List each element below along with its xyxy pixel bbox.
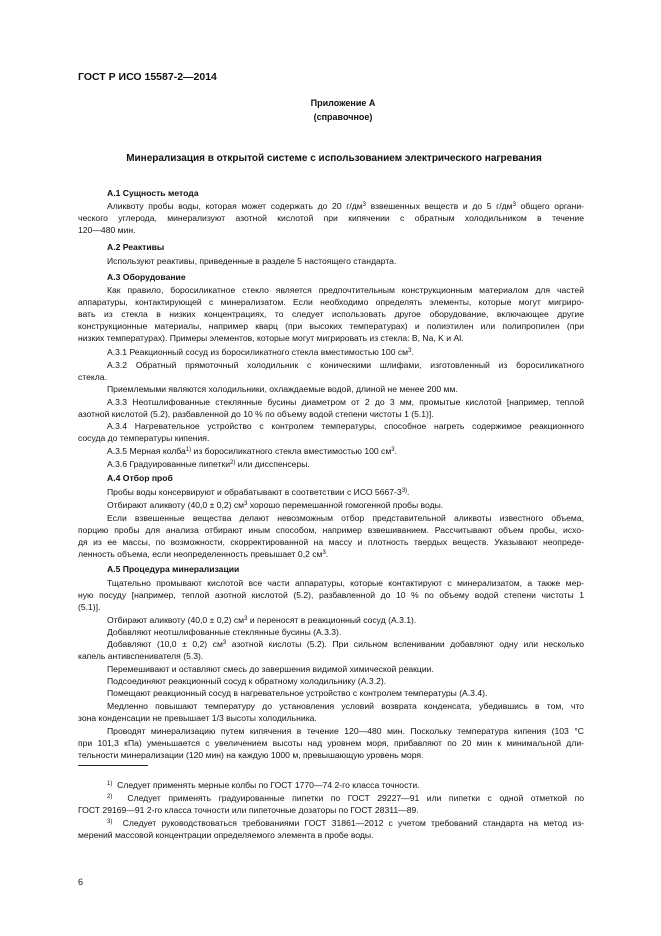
- annex-title: [283, 96, 403, 124]
- a4-para-line: дя из ее массы, по возможности, скорректированной на массу и плотность твердых веществ. Указывают неопреде-: [78, 537, 584, 547]
- a3-para-line: аппаратуры, контактирующей с минерализатом. Если необходимо определять элементы, которые могут мигриро-: [78, 297, 584, 307]
- a3-2-line: А.3.2 Обратный прямоточный холодильник с коническими шлифами, изготовленный из боросиликатного: [107, 360, 584, 370]
- footnote-1: $^{1)}$ Следует применять мерные колбы по ГОСТ 1770—74 2-го класса точности.: [107, 780, 420, 790]
- a4-line-6: ленность объема, если неопределенность превышает 0,2 $см^3$.: [78, 549, 329, 559]
- a3-para-line: низких температурах). Примеры элементов, которые могут мигрировать из стекла: B, Na, K и Al.: [78, 333, 464, 343]
- a5-step: зона конденсации не превышает 1/3 высоты холодильника.: [78, 713, 317, 723]
- a3-para-line: Как правило, боросиликатное стекло является предпочтительным конструкционным материалом для частей: [107, 285, 584, 295]
- a5-step: Медленно повышают температуру до установления условий возврата конденсата, убедившись в том, что: [107, 701, 584, 711]
- a4-line-1: Пробы воды консервируют и обрабатывают в соответствии с ИСО 5667-3$^{3)}$.: [107, 487, 410, 497]
- a5-step: Перемешивают и оставляют смесь до завершения видимой химической реакции.: [107, 664, 434, 674]
- footnote-2-cont: ГОСТ 29169—91 2-го класса точности или пипеточные дозаторы по ГОСТ 28311—89.: [78, 805, 419, 815]
- a5-step: Подсоединяют реакционный сосуд к обратному холодильнику (А.3.2).: [107, 676, 387, 686]
- a3-3-line: азотной кислотой (5.2), разбавленной до 10 % по объему водой степени чистоты 1 (5.1)].: [78, 409, 434, 419]
- annex-label: Приложение А: [310, 98, 376, 108]
- a5-step: Добавляют неотшлифованные стеклянные бусины (А.3.3).: [107, 627, 342, 637]
- footnote-divider: [78, 765, 148, 766]
- document-header: ГОСТ Р ИСО 15587-2—2014: [78, 71, 217, 83]
- a3-4-line: сосуда до температуры кипения.: [78, 433, 210, 443]
- a5-step: Отбирают аликвоту (40,0 ± 0,2) $см^3$ и переносят в реакционный сосуд (А.3.1).: [107, 615, 417, 625]
- a3-6-line: А.3.6 Градуированные пипетки$^{2)}$ или дисспенсеры.: [107, 459, 310, 469]
- a3-4-line: А.3.4 Нагревательное устройство с контролем температуры, способное нагреть содержимое реакционного: [107, 421, 584, 431]
- main-title: Минерализация в открытой системе с использованием электрического нагревания: [126, 153, 542, 164]
- a4-para-line: Если взвешенные вещества делают невозможным отбор представительной аликвоты известного объема,: [107, 513, 584, 523]
- annex-subtitle: (справочное): [313, 112, 373, 122]
- a3-3-line: А.3.3 Неотшлифованные стеклянные бусины диаметром от 2 до 3 мм, промытые кислотой [например, теплой: [107, 397, 584, 407]
- a5-step: тельности минерализации (120 мин) на каждую 1000 м, превышающую уровень моря.: [78, 750, 424, 760]
- page-number: 6: [78, 877, 84, 887]
- section-heading-a2: А.2 Реактивы: [107, 242, 165, 252]
- a5-para-line: Тщательно промывают кислотой все части аппаратуры, которые контактируют с минерализатом, а также мер-: [107, 578, 584, 588]
- a3-2-line: стекла.: [78, 372, 107, 382]
- a1-line-2: ческого углерода, минерализуют азотной кислотой при кипячении с обратным холодильником в течение: [78, 213, 584, 223]
- a4-line-2: Отбирают аликвоту (40,0 ± 0,2) $см^3$ хорошо перемешанной гомогенной пробы воды.: [107, 500, 444, 510]
- a2-line-1: Используют реактивы, приведенные в разделе 5 настоящего стандарта.: [107, 256, 397, 266]
- a5-para-line: ную посуду [например, теплой азотной кислотой (5.2), разбавленной до 10 % по объему водой степени чистоты 1: [78, 590, 584, 600]
- section-heading-a5: А.5 Процедура минерализации: [107, 564, 240, 574]
- a1-line-1: Аликвоту пробы воды, которая может содержать до 20 $г/дм^3$ взвешенных веществ и до 5 $г/дм^3$ общего органи-: [107, 201, 584, 211]
- section-heading-a4: А.4 Отбор проб: [107, 473, 173, 483]
- section-heading-a1: А.1 Сущность метода: [107, 188, 199, 198]
- section-heading-a3: А.3 Оборудование: [107, 272, 186, 282]
- a3-1-line: А.3.1 Реакционный сосуд из боросиликатного стекла вместимостью 100 $см^3$.: [107, 347, 414, 357]
- footnote-3-cont: мерений массовой концентрации определяемого элемента в пробе воды.: [78, 830, 374, 840]
- condenser-note: Приемлемыми являются холодильники, охлаждаемые водой, длиной не менее 200 мм.: [107, 384, 458, 394]
- footnote-3: $^{3)}$ Следует руководствоваться требованиями ГОСТ 31861—2012 с учетом требований стандарта на метод из-: [107, 818, 584, 828]
- a5-step: Помещают реакционный сосуд в нагревательное устройство с контролем температуры (А.3.4).: [107, 688, 488, 698]
- a4-para-line: порцию пробы для анализа отбирают иным способом, например взвешиванием. Рассчитывают объем пробы, исхо-: [78, 525, 584, 535]
- a5-para-line: (5.1)].: [78, 602, 101, 612]
- a5-step: при 101,3 кПа) уменьшается с увеличением высоты над уровнем моря, прибавляют по 20 мин к минимальной дли-: [78, 738, 584, 748]
- footnote-2: $^{2)}$ Следует применять градуированные пипетки по ГОСТ 29227—91 или пипетки с одной отметкой по: [107, 793, 585, 803]
- a5-step: Добавляют (10,0 ± 0,2) $см^3$ азотной кислоты (5.2). При сильном вспенивании добавляют одну или несколько: [107, 639, 584, 649]
- a3-5-line: А.3.5 Мерная колба$^{1)}$ из боросиликатного стекла вместимостью 100 $см^3$.: [107, 446, 397, 456]
- a5-step: Проводят минерализацию путем кипячения в течение 120—480 мин. Поскольку температура кипения (103 °С: [107, 726, 584, 736]
- a3-para-line: конструкционные материалы, например кварц (при высоких температурах) и полиэтилен или полипропилен (при: [78, 321, 584, 331]
- a1-line-3: 120—480 мин.: [78, 225, 136, 235]
- a3-para-line: вать из стекла в низких концентрациях, то следует использовать другое оборудование, включающее другие: [78, 309, 584, 319]
- a5-step: капель антивспенивателя (5.3).: [78, 651, 204, 661]
